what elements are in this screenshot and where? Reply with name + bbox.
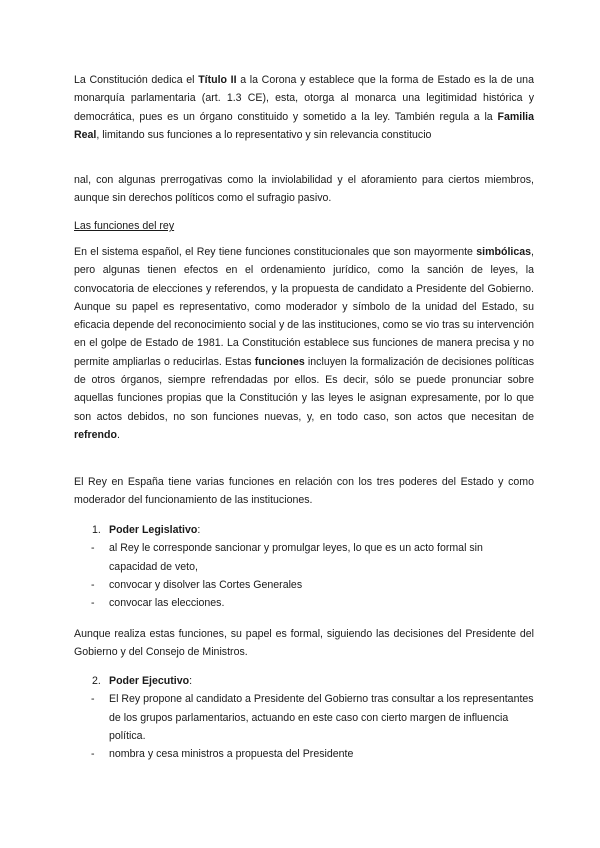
list-heading-executive: 2. Poder Ejecutivo:: [92, 675, 193, 687]
list-item: - convocar las elecciones.: [91, 597, 225, 610]
paragraph-continuation: nal, con algunas prerrogativas como la inviolabilidad y el aforamiento para ciertos miembros, aunque sin derechos políticos como el sufragio pasivo.: [74, 174, 534, 205]
list-legislative: [74, 521, 534, 612]
paragraph-formal-role: Aunque realiza estas funciones, su papel es formal, siguiendo las decisiones del Presidente del Gobierno y del Consejo de Ministros.: [74, 628, 534, 659]
list-item: - nombra y cesa ministros a propuesta del Presidente: [91, 748, 354, 761]
paragraph-powers: El Rey en España tiene varias funciones en relación con los tres poderes del Estado y como moderador del funcionamiento de las instituciones.: [74, 476, 534, 507]
paragraph-functions: En el sistema español, el Rey tiene funciones constitucionales que son mayormente simbólicas, pero algunas tienen efectos en el ordenamiento jurídico, como la sanción de leyes, la convocatoria de elecciones y referendos, y la propuesta de candidato a Presidente del Gobierno. Aunque su papel es representativo, como moderador y símbolo de la unidad del Estado, su eficacia depende del reconocimiento social y de las instituciones, como se vio tras su intervención en el golpe de Estado de 1981. La Constitución establece sus funciones de manera precisa y no permite ampliarlas o reducirlas. Estas funciones incluyen la formalización de decisiones políticas de otros órganos, siempre refrendadas por ellos. Es decir, sólo se puede pronunciar sobre aquellas funciones propias que la Constitución y las leyes le asignan expresamente, por lo que son actos debidos, no son funciones nuevas, y, en todo caso, son actos que necesitan de refrendo.: [74, 246, 534, 441]
section-heading: Las funciones del rey: [74, 220, 175, 232]
bold-refrendo: refrendo: [74, 428, 117, 441]
bold-titulo-ii: Título II: [198, 74, 237, 86]
bold-simbolicas: simbólicas: [476, 246, 532, 258]
list-executive: [74, 672, 534, 763]
list-heading-legislative: 1. Poder Legislativo:: [92, 524, 201, 536]
list-item: - El Rey propone al candidato a Presidente del Gobierno tras consultar a los representantes de los grupos parlamentarios, actuando en este caso con cierto margen de influencia política.: [91, 693, 534, 742]
bold-funciones: funciones: [254, 355, 305, 368]
paragraph-intro: La Constitución dedica el Título II a la Corona y establece que la forma de Estado es la de una monarquía parlamentaria (art. 1.3 CE), esta, otorga al monarca una legitimidad histórica y democrática, pues es un órgano constituido y sometido a la ley. También regula a la Familia Real, limitando sus funciones a lo representativo y sin relevancia constitucio: [74, 74, 534, 141]
bold-familia-real: Familia Real: [74, 110, 534, 141]
list-item: - al Rey le corresponde sancionar y promulgar leyes, lo que es un acto formal sin capacidad de veto,: [91, 542, 483, 573]
list-item: - convocar y disolver las Cortes Generales: [91, 578, 303, 591]
